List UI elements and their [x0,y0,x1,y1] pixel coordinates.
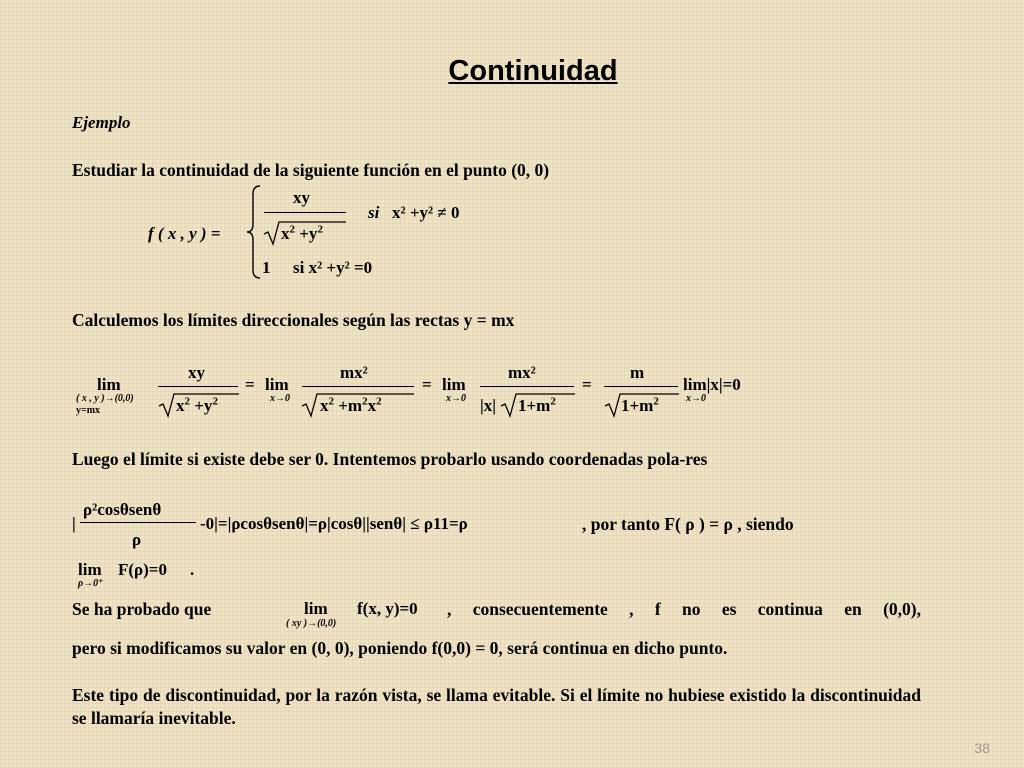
case2-value: 1 [262,258,271,277]
conclusion-after: , consecuentemente , f no es continua en (0,0), [447,599,921,619]
conclusion-lim-expr: f(x, y)=0 [357,599,418,618]
lim-1: lim [97,375,121,394]
lim-1-sub-b: y=mx [76,405,101,416]
lim-3-sub: x→0 [446,393,466,404]
case1-numerator: xy [293,188,310,207]
case1-si: si [368,203,380,222]
polar-tail: , por tanto F( ρ ) = ρ , siendo [582,514,794,534]
example-label: Ejemplo [72,113,131,132]
polar-num: ρ²cosθsenθ [83,500,162,519]
lim-2-sub: x→0 [270,393,290,404]
polar-lim-word: lim [78,560,102,579]
lim-2: lim [265,375,289,394]
slide-title: Continuidad [448,55,618,87]
lim-3: lim [442,375,466,394]
conclusion-line2: pero si modificamos su valor en (0, 0), poniendo f(0,0) = 0, será continua en dicho punto. [72,638,728,658]
page-number: 38 [974,740,990,756]
case2-condition: si x² +y² =0 [293,258,373,277]
den-3-abs: |x| [480,396,496,415]
function-lhs: f ( x , y ) = [148,224,221,243]
left-brace-icon [244,184,264,280]
polar-intro-text: Luego el límite si existe debe ser 0. Intentemos probarlo usando coordenadas pola-res [72,449,708,469]
num-4: m [630,363,645,382]
evitable-text: Este tipo de discontinuidad, por la razón vista, se llama evitable. Si el límite no hubiese existido la discontinuidad se llamaría inevitable. [72,685,921,728]
num-1: xy [188,363,205,382]
polar-lim-expr: F(ρ)=0 [118,560,167,579]
conclusion-lim-sub: ( xy )→(0,0) [286,618,337,629]
polar-period: . [190,560,195,579]
lim-1-sub: ( x , y )→(0,0) [76,393,134,404]
final-limit-sub: x→0 [686,393,706,404]
final-limit: lim|x|=0 [683,375,741,394]
num-3: mx² [508,363,536,382]
conclusion-lim-word: lim [304,599,328,618]
polar-den: ρ [132,530,142,549]
num-2: mx² [340,363,368,382]
problem-statement: Estudiar la continuidad de la siguiente función en el punto (0, 0) [72,160,550,180]
conclusion-before: Se ha probado que [72,599,212,619]
polar-lim-sub: ρ→0⁺ [78,578,104,589]
directional-limits-text: Calculemos los límites direccionales según las rectas y = mx [72,310,515,330]
polar-chain: -0|=|ρcosθsenθ|=ρ|cosθ||senθ| ≤ ρ11=ρ [200,514,468,533]
case1-condition: x² +y² ≠ 0 [392,203,460,222]
